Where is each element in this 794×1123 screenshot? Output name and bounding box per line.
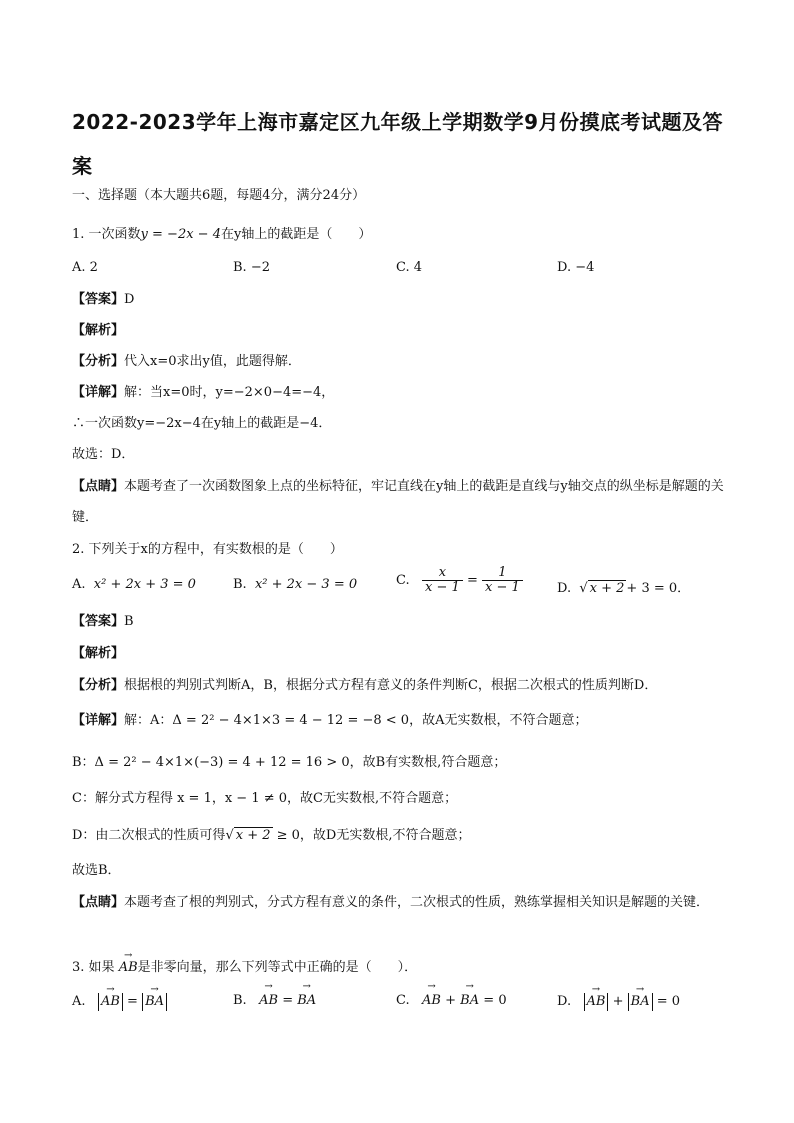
question-1-prefix: 1. 一次函数 — [72, 227, 141, 242]
question-3-suffix: 是非零向量，那么下列等式中正确的是（ ）． — [137, 960, 418, 975]
question-1-choose: 故选：D． — [72, 447, 135, 462]
option-formula: x² + 2x + 3 = 0 — [93, 577, 196, 592]
question-1-xiangjie — [72, 383, 732, 403]
zero-value: 0 — [671, 994, 681, 1009]
question-2-answer — [72, 612, 732, 632]
xiangjie-tag: 【详解】 — [72, 385, 125, 400]
option-label: A. — [72, 994, 86, 1009]
dianjing-tag: 【点睛】 — [72, 479, 125, 494]
section-heading: 一、选择题（本大题共6题，每题4分，满分24分） — [72, 188, 366, 203]
equals-sign: = — [282, 993, 294, 1008]
analysis-tag: 【解析】 — [72, 646, 125, 661]
dianjing-text: 本题考查了一次函数图象上点的坐标特征，牢记直线在y轴上的截距是直线与y轴交点的纵坐标是解题的关键． — [72, 479, 724, 525]
option-formula: x² + 2x − 3 = 0 — [254, 577, 358, 592]
question-1-option-a: A. 2 — [72, 260, 98, 275]
sqrt-expression: √ x + 2 — [579, 581, 625, 596]
question-1-therefore: ∴一次函数y=−2x−4在y轴上的截距是−4． — [72, 416, 332, 431]
question-2-line-b: B：Δ = 2² − 4×1×(−3) = 4 + 12 = 16 > 0，故B有实数根,符合题意； — [72, 755, 507, 770]
question-3-option-d — [557, 993, 680, 1011]
vector-ab: → AB — [259, 993, 278, 1008]
question-1-suffix: 在y轴上的截距是（ ） — [220, 227, 372, 242]
dianjing-tag: 【点睛】 — [72, 895, 125, 910]
question-2-option-a — [72, 577, 196, 592]
option-label: C. — [396, 573, 410, 588]
option-rest: + 3 = 0． — [626, 581, 691, 596]
question-2-xiangjie — [72, 711, 732, 731]
analysis-tag: 【解析】 — [72, 323, 125, 338]
question-2-line-c: C：解分式方程得 x = 1，x − 1 ≠ 0，故C无实数根,不符合题意； — [72, 791, 458, 806]
question-1-option-c: C. 4 — [396, 260, 423, 275]
fenxi-tag: 【分析】 — [72, 354, 125, 369]
xiangjie-text: 解：当x=0时，y=−2×0−4=−4， — [124, 385, 335, 400]
equals-sign: = — [483, 993, 495, 1008]
question-1-option-d: D. −4 — [557, 260, 595, 275]
option-label: B. — [233, 993, 247, 1008]
line-d-suffix: ≥ 0，故D无实数根,不符合题意； — [276, 828, 471, 843]
question-3-option-c — [396, 993, 507, 1008]
question-2-fenxi — [72, 676, 732, 696]
vector-ab: → AB — [119, 958, 138, 978]
question-1-option-b: B. −2 — [233, 260, 270, 275]
vector-ba: → BA — [631, 993, 650, 1011]
question-2-line-d — [72, 826, 732, 846]
fraction-right: $\frac{1}{x - 1}$ — [482, 566, 523, 595]
xiangjie-text: 解：A：Δ = 2² − 4×1×3 = 4 − 12 = −8 < 0，故A无实数根，不符合题意； — [124, 713, 588, 728]
question-2-option-b — [233, 577, 357, 592]
fenxi-tag: 【分析】 — [72, 678, 125, 693]
zero-value: 0 — [498, 993, 507, 1008]
equals-sign: = — [127, 994, 138, 1009]
answer-value: B — [124, 614, 134, 629]
question-2-stem: 2. 下列关于x的方程中，有实数根的是（ ） — [72, 542, 343, 557]
vector-ba: → BA — [145, 993, 164, 1011]
vector-ab: → AB — [587, 993, 606, 1011]
fraction-left: $\frac{x}{x - 1}$ — [422, 566, 463, 595]
question-1-fenxi — [72, 352, 732, 372]
question-3-prefix: 3. 如果 — [72, 960, 115, 975]
vector-ba: → BA — [460, 993, 479, 1008]
plus-sign: + — [445, 993, 457, 1008]
vector-ab: → AB — [101, 993, 120, 1011]
question-2-option-c: C. $\frac{x}{x - 1}$ = $\frac{1}{x - 1}$ — [396, 566, 523, 595]
question-2-dianjing — [72, 887, 732, 918]
option-label: C. — [396, 993, 410, 1008]
option-label: D. — [557, 994, 572, 1009]
fenxi-text: 根据根的判别式判断A，B，根据分式方程有意义的条件判断C，根据二次根式的性质判断D． — [124, 678, 658, 693]
answer-value: D — [124, 292, 135, 307]
equals-sign: = — [656, 994, 668, 1009]
sqrt-expression: √ x + 2 — [225, 828, 271, 843]
question-1-formula: y = −2x − 4 — [140, 227, 221, 242]
question-3-option-b — [233, 993, 316, 1008]
question-1-stem — [72, 225, 732, 245]
answer-tag: 【答案】 — [72, 614, 125, 629]
question-1-answer — [72, 290, 732, 310]
question-1-dianjing — [72, 471, 732, 533]
vector-ab: → AB — [422, 993, 441, 1008]
option-label: D. — [557, 581, 572, 596]
question-2-choose: 故选B． — [72, 863, 121, 878]
question-2-option-d — [557, 577, 690, 596]
question-3-option-a — [72, 993, 167, 1011]
option-label: A. — [72, 577, 86, 592]
page-title: 2022-2023学年上海市嘉定区九年级上学期数学9月份摸底考试题及答案 — [72, 110, 724, 178]
fenxi-text: 代入x=0求出y值，此题得解． — [124, 354, 301, 369]
question-3-stem — [72, 958, 732, 978]
plus-sign: + — [612, 994, 624, 1009]
line-d-prefix: D：由二次根式的性质可得 — [72, 828, 226, 843]
vector-ba: → BA — [297, 993, 316, 1008]
xiangjie-tag: 【详解】 — [72, 713, 125, 728]
dianjing-text: 本题考查了根的判别式，分式方程有意义的条件，二次根式的性质，熟练掌握相关知识是解题的关键． — [124, 895, 710, 910]
option-label: B. — [233, 577, 247, 592]
answer-tag: 【答案】 — [72, 292, 125, 307]
